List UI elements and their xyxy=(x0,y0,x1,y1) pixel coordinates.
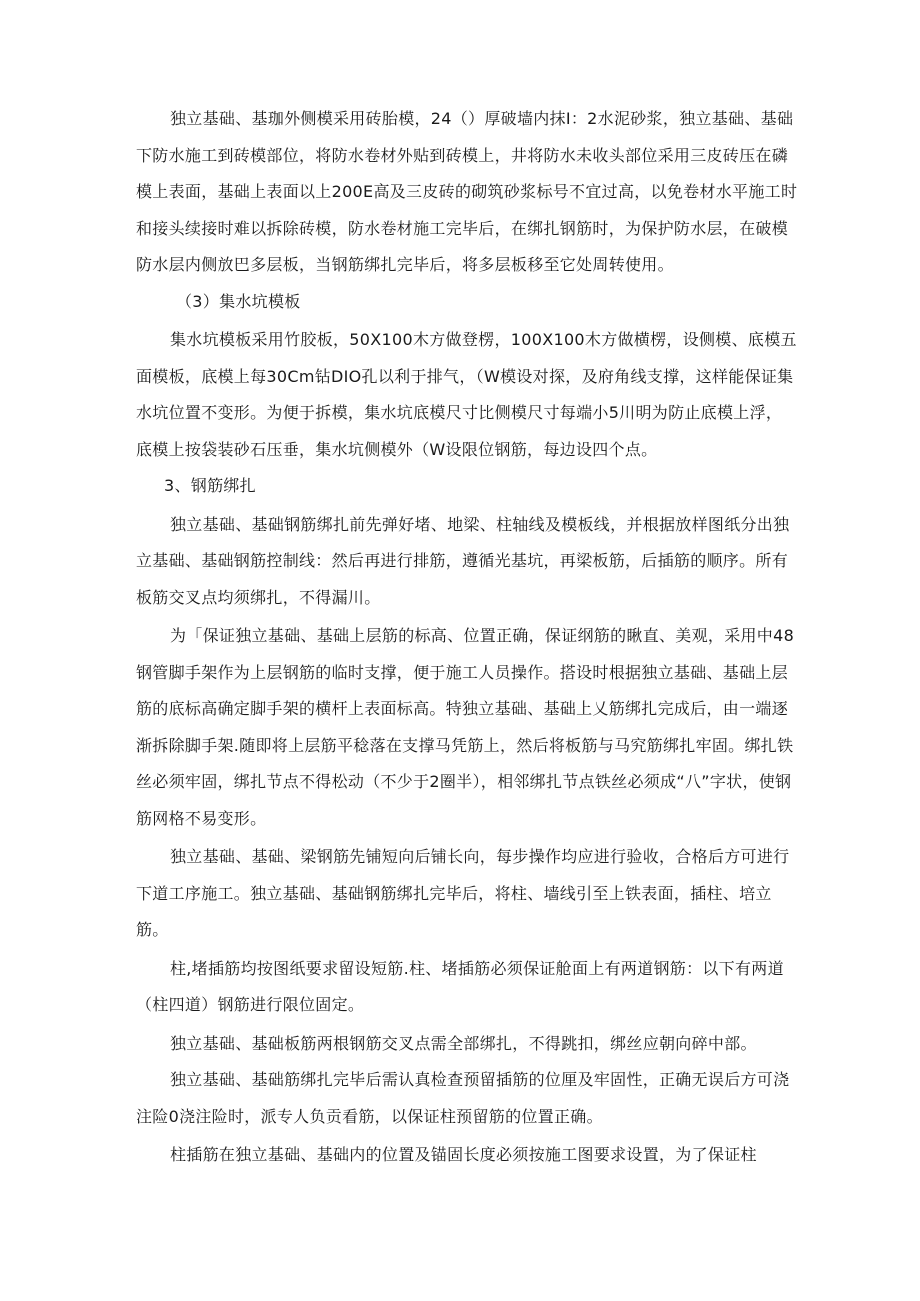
paragraph-inspection: 独立基础、基础筋绑扎完毕后需认真检查预留插筋的位厘及牢固性，正确无误后方可浇注险0浇注险时，派专人负贡看筋，以保证柱预留筋的位置正确。 xyxy=(136,1070,790,1126)
paragraph-column-dowels: 柱,堵插筋均按图纸要求留设短筋.柱、堵插筋必须保证舱面上有两道钢筋：以下有两道（柱四道）钢筋进行限位固定。 xyxy=(136,958,784,1014)
document-body xyxy=(136,101,798,1174)
subheading-sump-formwork: （3）集水坑模板 xyxy=(176,291,301,311)
paragraph-rebar-order: 独立基础、基础、梁钢筋先铺短向后铺长向，每步操作均应进行验收，合格后方可进行下道工序施工。独立基础、基础钢筋绑扎完毕后，将柱、墙线引至上铁表面，插柱、培立筋。 xyxy=(136,847,790,939)
paragraph-rebar-support: 为「保证独立基础、基础上层筋的标高、位置正确，保证纲筋的瞅直、美观，采用中48钢管脚手架作为上层钢筋的临时支撑，便于施工人员操作。搭设时根据独立基础、基础上层筋的底标高确定脚手架的横杆上表面标高。特独立基础、基础上乂筋绑扎完成后，由一端逐渐拆除脚手架.随即将上层筋平稔落在支撑马凭筋上，然后将板筋与马究筋绑扎牢固。绑扎铁丝必须牢固，绑扎节点不得松动（不少于2圈半），相邻绑扎节点铁丝必须成“八”字状，使钢筋网格不易变形。 xyxy=(136,626,795,828)
paragraph-crossing-ties: 独立基础、基础板筋两根钢筋交叉点需全部绑扎，不得跳扣，绑丝应朝向碎中部。 xyxy=(170,1033,757,1053)
paragraph-dowel-position: 柱插筋在独立基础、基础内的位置及锚固长度必须按施工图要求设置，为了保证柱 xyxy=(170,1145,757,1164)
section-heading-rebar: 3、钢筋绑扎 xyxy=(164,476,256,495)
paragraph-formwork-brick: 独立基础、基珈外侧模采用砖胎模，24（）厚破墙内抹I：2水泥砂浆，独立基础、基础下防水施工到砖模部位，将防水卷材外贴到砖模上，井将防水未收头部位采用三皮砖压在磷模上表面，基础上表面以上200E高及三皮砖的砌筑砂浆标号不宜过高，以免卷材水平施工时和接头续接时难以拆除砖模，防水卷材施工完毕后，在绑扎钢筋时，为保护防水层，在破模防水层内侧放巴多层板，当钢筋绑扎完毕后，将多层板移至它处周转使用。 xyxy=(136,109,798,274)
paragraph-rebar-prep: 独立基础、基础钢筋绑扎前先弹好堵、地梁、柱轴线及模板线，并根据放样图纸分出独立基础、基础钢筋控制线：然后再进行排筋，遵循光基坑，再梁板筋，后插筋的顺序。所有板筋交叉点均须绑扎，不得漏川。 xyxy=(136,514,790,607)
paragraph-sump-formwork: 集水坑模板采用竹胶板，50X100木方做登楞，100X100木方做横楞，设侧模、底模五面模板，底模上每30Cm钻DIO孔以利于排气，（W模设对探，及府角线支撑，这样能保证集水坑位置不变形。为便于拆模，集水坑底模尺寸比侧模尺寸每端小5川明为防止底模上浮，底模上按袋装砂石压垂，集水坑侧模外（W设限位钢筋，每边设四个点。 xyxy=(136,330,797,459)
